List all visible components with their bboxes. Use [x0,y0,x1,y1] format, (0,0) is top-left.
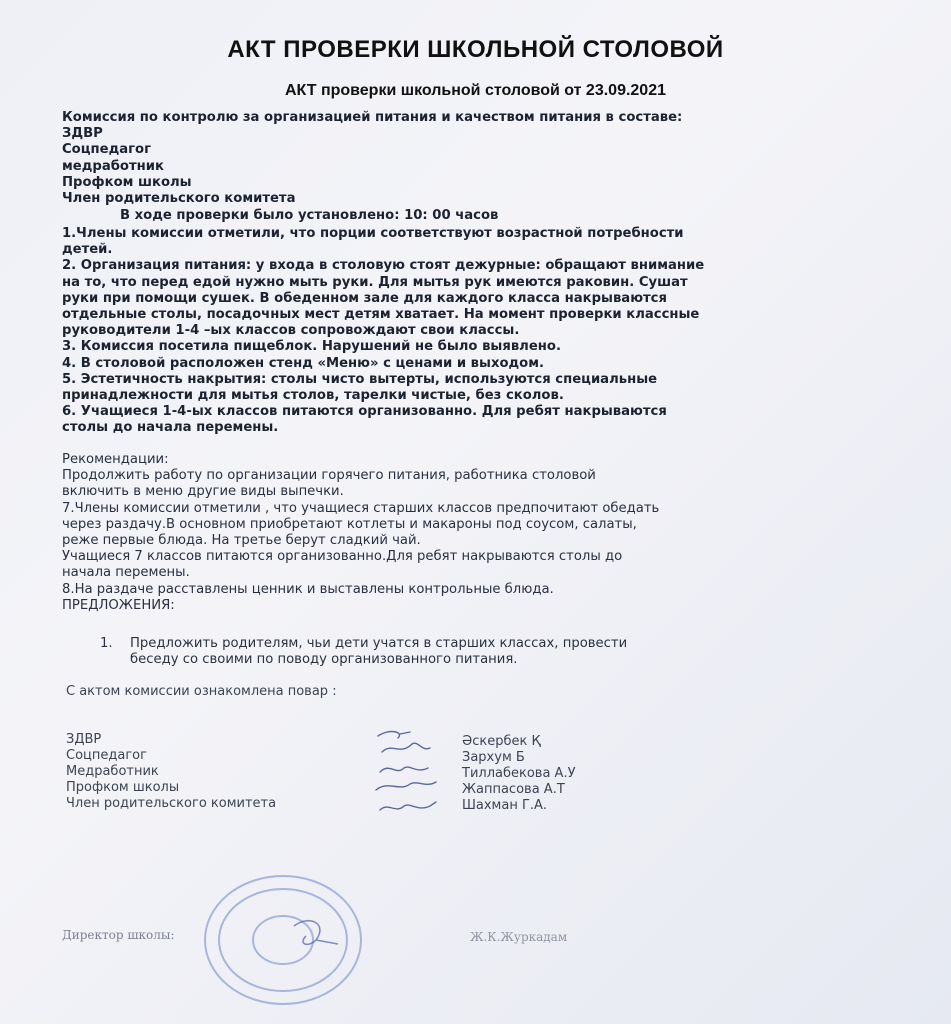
director-name: Ж.К.Журкадам [470,930,568,944]
findings-line: 2. Организация питания: у входа в столовую стоят дежурные: обращают внимание [62,258,705,274]
findings-line: 4. В столовой расположен стенд «Меню» с ценами и выходом. [62,355,545,371]
findings-line: Продолжить работу по организации горячего питания, работника столовой [62,468,596,484]
signature-name: Жаппасова А.Т [462,782,565,797]
findings-line: Рекомендации: [62,452,169,467]
findings-line: столы до начала перемены. [62,420,279,436]
handwritten-signatures-icon [370,722,460,822]
proposal-number: 1. [100,636,113,651]
proposal-line: Предложить родителям, чьи дети учатся в старших классах, провести [130,636,628,651]
findings-line: отдельные столы, посадочных мест детям хватает. На момент проверки классные [62,307,700,323]
commission-block [62,110,892,207]
findings-line: руководители 1-4 –ых классов сопровождают свои классы. [62,323,520,339]
findings-line: включить в меню другие виды выпечки. [62,484,344,500]
commission-member: медработник [62,158,164,174]
findings-line: Учащиеся 7 классов питаются организованно.Для ребят накрываются столы до [62,549,623,565]
signature-name: Шахман Г.А. [462,798,548,813]
signature-role: Член родительского комитета [66,796,277,811]
signature-role: ЗДВР [66,732,102,747]
proposal-item [100,636,820,668]
findings-line: на то, что перед едой нужно мыть руки. Для мытья рук имеются раковин. Сушат [62,274,688,290]
signature-role: Профком школы [66,780,180,795]
commission-member: Профком школы [62,174,192,190]
signature-name: Тиллабекова А.У [462,766,576,781]
established-line: В ходе проверки было установлено: 10: 00 часов [120,208,499,223]
findings-line: 8.На раздаче расставлены ценник и выставлены контрольные блюда. [62,581,554,597]
findings-line: через раздачу.В основном приобретают котлеты и макароны под соусом, салаты, [62,516,637,532]
proposal-line: беседу со своими по поводу организованного питания. [130,652,518,667]
commission-heading: Комиссия по контролю за организацией питания и качеством питания в составе: [62,110,683,125]
school-stamp-icon [198,870,368,1010]
director-label: Директор школы: [62,928,175,942]
findings-block [62,226,892,437]
signature-role: Медработник [66,764,159,779]
document-title: АКТ ПРОВЕРКИ ШКОЛЬНОЙ СТОЛОВОЙ [227,36,724,63]
findings-line: 6. Учащиеся 1-4-ых классов питаются организованно. Для ребят накрываются [62,404,667,420]
signature-name: Зархум Б [462,750,525,765]
findings-line: начала перемены. [62,565,190,581]
findings-line: ПРЕДЛОЖЕНИЯ: [62,597,175,613]
findings-line: 3. Комиссия посетила пищеблок. Нарушений не было выявлено. [62,339,561,355]
findings-line: реже первые блюда. На третье берут сладкий чай. [62,533,421,549]
acknowledged-line: С актом комиссии ознакомлена повар : [66,684,337,699]
findings-line: принадлежности для мытья столов, тарелки чистые, без сколов. [62,388,564,404]
recommendations-block [62,452,892,614]
findings-line: 5. Эстетичность накрытия: столы чисто вытерты, используются специальные [62,371,658,387]
signature-name: Әскербек Қ [462,734,541,749]
signature-role: Соцпедагог [66,748,147,763]
findings-line: руки при помощи сушек. В обеденном зале для каждого класса накрываются [62,290,667,306]
findings-line: детей. [62,242,113,258]
findings-line: 1.Члены комиссии отметили, что порции соответствуют возрастной потребности [62,226,684,241]
commission-member: ЗДВР [62,126,103,142]
findings-line: 7.Члены комиссии отметили , что учащиеся старших классов предпочитают обедать [62,500,660,516]
commission-member: Член родительского комитета [62,191,296,207]
document-subtitle: АКТ проверки школьной столовой от 23.09.2021 [285,82,666,99]
commission-member: Соцпедагог [62,142,151,158]
